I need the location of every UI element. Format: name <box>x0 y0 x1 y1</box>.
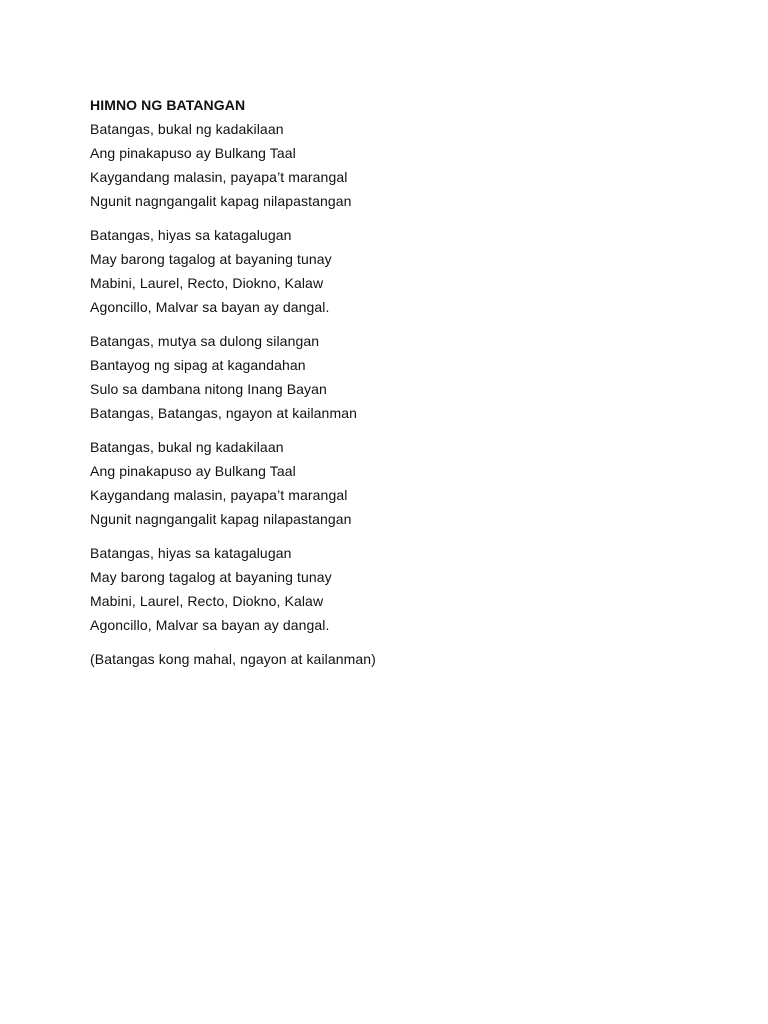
lyric-line: Mabini, Laurel, Recto, Diokno, Kalaw <box>90 593 324 609</box>
lyric-line: Kaygandang malasin, payapa’t marangal <box>90 169 348 185</box>
lyric-line: May barong tagalog at bayaning tunay <box>90 569 332 585</box>
lyric-line: Batangas, Batangas, ngayon at kailanman <box>90 405 357 421</box>
lyric-line: Batangas, hiyas sa katagalugan <box>90 545 292 561</box>
lyric-line: Ang pinakapuso ay Bulkang Taal <box>90 145 296 161</box>
lyric-line: Agoncillo, Malvar sa bayan ay dangal. <box>90 299 330 315</box>
lyric-line: Ngunit nagngangalit kapag nilapastangan <box>90 511 352 527</box>
lyric-line: Ang pinakapuso ay Bulkang Taal <box>90 463 296 479</box>
stanza-4 <box>90 435 690 531</box>
closing-line: (Batangas kong mahal, ngayon at kailanman) <box>90 651 376 667</box>
lyric-line: Kaygandang malasin, payapa’t marangal <box>90 487 348 503</box>
stanza-2 <box>90 223 690 319</box>
stanza-3 <box>90 329 690 425</box>
stanza-1 <box>90 117 690 213</box>
hymn-title: HIMNO NG BATANGAN <box>90 97 246 113</box>
lyric-line: Agoncillo, Malvar sa bayan ay dangal. <box>90 617 330 633</box>
lyrics-content <box>90 93 690 671</box>
stanza-5 <box>90 541 690 637</box>
lyric-line: Sulo sa dambana nitong Inang Bayan <box>90 381 327 397</box>
lyric-line: Bantayog ng sipag at kagandahan <box>90 357 306 373</box>
lyric-line: Mabini, Laurel, Recto, Diokno, Kalaw <box>90 275 324 291</box>
lyric-line: May barong tagalog at bayaning tunay <box>90 251 332 267</box>
lyric-line: Batangas, bukal ng kadakilaan <box>90 439 284 455</box>
lyric-line: Batangas, mutya sa dulong silangan <box>90 333 320 349</box>
lyric-line: Ngunit nagngangalit kapag nilapastangan <box>90 193 352 209</box>
lyric-line: Batangas, bukal ng kadakilaan <box>90 121 284 137</box>
lyric-line: Batangas, hiyas sa katagalugan <box>90 227 292 243</box>
